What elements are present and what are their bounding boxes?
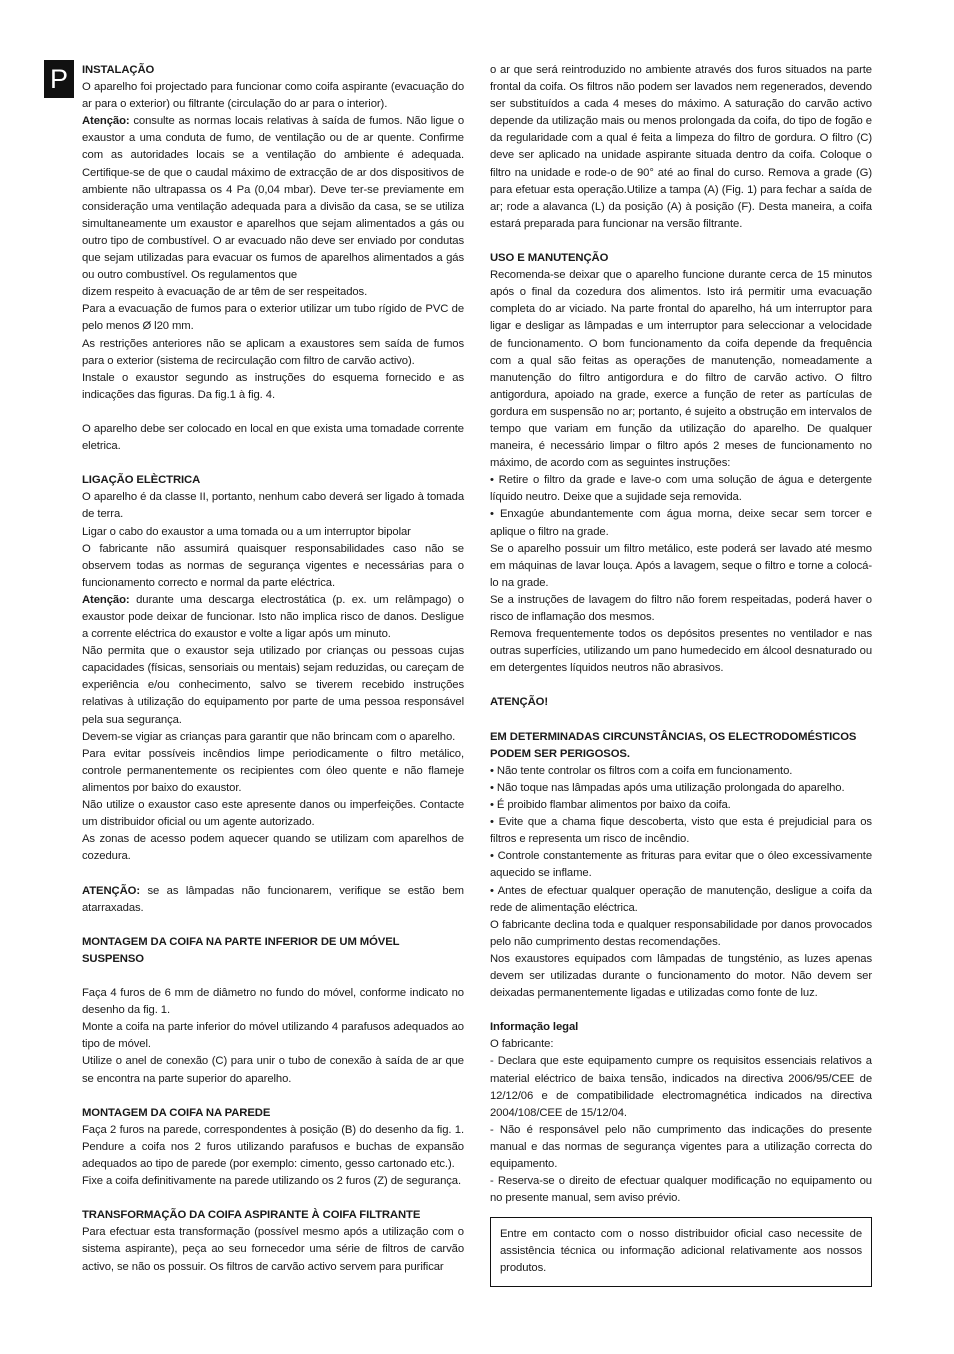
paragraph: Não permita que o exaustor seja utilizado por crianças ou pessoas cujas capacidades (físicas, sensoriais ou mentais) sejam reduzidas, ou careçam de experiência e/ou conhecimento, salvo se tiverem recebido instruções relativas à utilização do equipamento por parte de uma pessoa responsável pela sua segurança. xyxy=(82,645,464,726)
paragraph: • Controle constantemente as frituras para evitar que o óleo excessivamente aquecido se inflame. xyxy=(490,850,872,880)
paragraph: Recomenda-se deixar que o aparelho funcione durante cerca de 15 minutos após o final da cozedura dos alimentos. Isto irá permitir uma evacuação completa do ar viciado. Na parte frontal do aparelho, há um interruptor para ligar e desligar as lâmpadas e um interruptor para seleccionar a velocidade de funcionamento. O bom funcionamento da coifa depende da frequência com a qual são feitas as operações de manutenção, nomeadamente a manutenção do filtro antigordura e do filtro de carvão activo. O filtro antigordura, apoiado na grade, exerce a função de reter as partículas de gordura em suspensão no ar; portanto, é sujeito a obstrução em intervalos de tempo que variam em função da utilização do aparelho. De qualquer maneira, é necessário limpar o filtro após 2 meses de funcionamento no máximo, de acordo com as seguintes instruções: xyxy=(490,269,872,470)
section-heading: INSTALAÇÃO xyxy=(82,64,155,76)
paragraph: • Retire o filtro da grade e lave-o com uma solução de água e detergente líquido neutro. Deixe que a sujidade seja removida. xyxy=(490,474,872,504)
contact-notice-box: Entre em contacto com o nosso distribuidor oficial caso necessite de assistência técnica ou informação adicional relativamente aos nossos produtos. xyxy=(490,1217,872,1286)
spacer xyxy=(82,404,464,421)
paragraph: As restrições anteriores não se aplicam a exaustores sem saída de fumos para o exterior (sistema de recirculação com filtro de carvão activo). xyxy=(82,337,464,367)
section-heading: Informação legal xyxy=(490,1021,579,1034)
paragraph: • Antes de efectuar qualquer operação de manutenção, desligue a coifa da rede de alimentação eléctrica. xyxy=(490,884,872,914)
section-heading: MONTAGEM DA COIFA NA PARTE INFERIOR DE UM MÓVEL SUSPENSO xyxy=(82,935,400,965)
paragraph: - Não é responsável pelo não cumprimento das indicações do presente manual e das normas de segurança vigentes para a utilização correcta do equipamento. xyxy=(490,1123,872,1170)
paragraph: Instale o exaustor segundo as instruções do esquema fornecido e as indicações das figuras. Da fig.1 à fig. 4. xyxy=(82,371,464,401)
section-heading: USO E MANUTENÇÃO xyxy=(490,252,609,265)
paragraph: Remova frequentemente todos os depósitos presentes no ventilador e nas outras superfícies, utilizando um pano humedecido em álcool desnaturado ou em detergentes líquidos neutros não abrasivos. xyxy=(490,628,872,675)
paragraph: Atenção: durante uma descarga electrostática (p. ex. um relâmpago) o exaustor pode deixar de funcionar. Isto não implica risco de danos. Desligue a corrente eléctrica do exaustor e volte a ligar após um minuto. xyxy=(82,593,464,641)
paragraph: Monte a coifa na parte inferior do móvel utilizando 4 parafusos adequados ao tipo de móvel. xyxy=(82,1021,464,1051)
paragraph: o ar que será reintroduzido no ambiente através dos furos situados na parte frontal da coifa. Os filtros não podem ser lavados nem regenerados, devendo ser substituídos a cada 4 meses do máximo. A saturação do carvão activo depende da utilização mais ou menos prolongada da coifa, do tipo de fogão e da regularidade com a qual é feita a limpeza do filtro de gordura. O filtro (C) deve ser aplicado na unidade aspirante situada dentro da coifa. Coloque o filtro na unidade e rode-o de 90° até ao final do curso. Remova a grade (G) para efetuar esta operação.Utilize a tampa (A) (Fig. 1) para fechar a saída de ar; rode a alavanca (L) da posição (A) à posição (F). Desta maneira, a coifa estará preparada para funcionar na versão filtrante. xyxy=(490,64,872,230)
paragraph: • Não toque nas lâmpadas após uma utilização prolongada do aparelho. xyxy=(490,781,845,794)
spacer xyxy=(82,865,464,882)
paragraph: Nos exaustores equipados com lâmpadas de tungsténio, as luzes apenas devem ser utilizadas durante o funcionamento do motor. Não devem ser deixadas permanentemente ligadas e utilizadas como fonte de luz. xyxy=(490,952,872,1000)
paragraph: Se a instruções de lavagem do filtro não forem respeitadas, poderá haver o risco de inflamação dos mesmos. xyxy=(490,593,872,623)
paragraph: O fabricante declina toda e qualquer responsabilidade por danos provocados pelo não cumprimento destas recomendações. xyxy=(490,918,872,948)
section-heading: ATENÇÃO! xyxy=(490,696,548,709)
paragraph: As zonas de acesso podem aquecer quando se utilizam com aparelhos de cozedura. xyxy=(82,833,464,863)
paragraph: ATENÇÃO: se as lâmpadas não funcionarem, verifique se estão bem atarraxadas. xyxy=(82,884,464,914)
paragraph: O aparelho foi projectado para funcionar como coifa aspirante (evacuação do ar para o exterior) ou filtrante (circulação do ar para o interior). xyxy=(82,81,464,111)
language-tab: P xyxy=(44,60,74,98)
paragraph: Devem-se vigiar as crianças para garantir que não brincam com o aparelho. xyxy=(82,730,456,743)
paragraph: - Declara que este equipamento cumpre os requisitos essenciais relativos a material eléctrico de baixa tensão, indicados na directiva 2006/95/CEE de 12/12/06 e de compatibilidade electromagnética indicados na directiva 2004/108/CEE de 15/12/04. xyxy=(490,1055,872,1119)
section-heading: LIGAÇÃO ELÈCTRICA xyxy=(82,474,201,487)
paragraph: O fabricante não assumirá quaisquer responsabilidades caso não se observem todas as normas de segurança vigentes e necessárias para o funcionamento correcto e normal da parte eléctrica. xyxy=(82,542,464,589)
spacer xyxy=(82,917,464,934)
paragraph: Para efectuar esta transformação (possível mesmo após a utilização com o sistema aspirante), peça ao seu fornecedor uma série de filtros de carvão activo, se não os possuir. Os filtros de carvão activo servem para purificar xyxy=(82,1226,464,1273)
paragraph: dizem respeito à evacuação de ar têm de ser respeitados. xyxy=(82,286,368,299)
right-column-body xyxy=(490,62,872,1207)
paragraph: Utilize o anel de conexão (C) para unir o tubo de conexão à saída de ar que se encontra na parte superior do aparelho. xyxy=(82,1055,464,1085)
section-heading: TRANSFORMAÇÃO DA COIFA ASPIRANTE À COIFA FILTRANTE xyxy=(82,1209,421,1222)
paragraph: • Não tente controlar os filtros com a coifa em funcionamento. xyxy=(490,764,793,777)
paragraph: • Enxagúe abundantemente com água morna, deixe secar sem torcer e aplique o filtro na grade. xyxy=(490,508,872,538)
paragraph: Atenção: consulte as normas locais relativas à saída de fumos. Não ligue o exaustor a uma conduta de fumo, de ventilação ou de ar quente. Confirme com as autoridades locais se a ventilação do ambiente é adequada. Certifique-se de que o caudal máximo de extracção de ar dos dispositivos de ambiente não ultrapassa os 4 Pa (0,04 mbar). Deve ter-se previamente em consideração uma ventilação adequada para a divisão da casa, se se utiliza simultaneamente um exaustor e aparelhos que sejam alimentados a gás ou outro tipo de combustível. O ar evacuado não deve ser enviado por condutas que sejam utilizadas para evacuar os fumos de aparelhos alimentados a gás ou outro combustível. Os regulamentos que xyxy=(82,115,464,282)
paragraph: Faça 4 furos de 6 mm de diâmetro no fundo do móvel, conforme indicato no desenho da fig. 1. xyxy=(82,987,464,1017)
spacer xyxy=(490,1002,872,1019)
paragraph: Faça 2 furos na parede, correspondentes à posição (B) do desenho da fig. 1. Pendure a coifa nos 2 furos utilizando parafusos e buchas de expansão adequados ao tipo de parede (por exemplo: cimento, gesso cartonado etc.). xyxy=(82,1123,464,1170)
paragraph: • Evite que a chama fique descoberta, visto que esta é prejudicial para os filtros e representa um risco de incêndio. xyxy=(490,816,872,846)
spacer xyxy=(82,455,464,472)
right-column xyxy=(490,62,872,1287)
spacer xyxy=(490,233,872,250)
paragraph: Para a evacuação de fumos para o exterior utilizar um tubo rígido de PVC de pelo menos Ø l20 mm. xyxy=(82,303,464,333)
paragraph-lead: Atenção: xyxy=(82,115,130,128)
section-heading: EM DETERMINADAS CIRCUNSTÂNCIAS, OS ELECTRODOMÉSTICOS PODEM SER PERIGOSOS. xyxy=(490,730,857,760)
spacer xyxy=(490,677,872,694)
paragraph: Fixe a coifa definitivamente na parede utilizando os 2 furos (Z) de segurança. xyxy=(82,1175,462,1188)
section-heading: MONTAGEM DA COIFA NA PAREDE xyxy=(82,1106,271,1119)
paragraph-lead: ATENÇÃO: xyxy=(82,884,140,897)
paragraph: Não utilize o exaustor caso este apresente danos ou imperfeições. Contacte um distribuidor oficial ou um agente autorizado. xyxy=(82,799,464,829)
paragraph: Se o aparelho possuir um filtro metálico, este poderá ser lavado até mesmo em máquinas de lavar louça. Após a lavagem, seque o filtro e torne a colocá-lo na grade. xyxy=(490,542,872,589)
paragraph: • É proibido flambar alimentos por baixo da coifa. xyxy=(490,799,731,812)
spacer xyxy=(82,968,464,985)
paragraph: - Reserva-se o direito de efectuar qualquer modificação no equipamento ou no presente manual, sem aviso prévio. xyxy=(490,1175,872,1205)
paragraph: O fabricante: xyxy=(490,1038,554,1051)
spacer xyxy=(82,1190,464,1207)
paragraph: Ligar o cabo do exaustor a uma tomada ou a um interruptor bipolar xyxy=(82,525,411,538)
paragraph: Para evitar possíveis incêndios limpe periodicamente o filtro metálico, controle permanentemente os recipientes com óleo quente e não flameje alimentos por baixo do exaustor. xyxy=(82,747,464,794)
paragraph: O aparelho debe ser colocado en local en que exista uma tomadade corrente eletrica. xyxy=(82,422,464,453)
left-column xyxy=(82,62,464,1276)
paragraph: O aparelho é da classe II, portanto, nenhum cabo deverá ser ligado à tomada de terra. xyxy=(82,491,464,521)
paragraph-lead: Atenção: xyxy=(82,593,130,606)
spacer xyxy=(490,712,872,729)
spacer xyxy=(82,1088,464,1105)
